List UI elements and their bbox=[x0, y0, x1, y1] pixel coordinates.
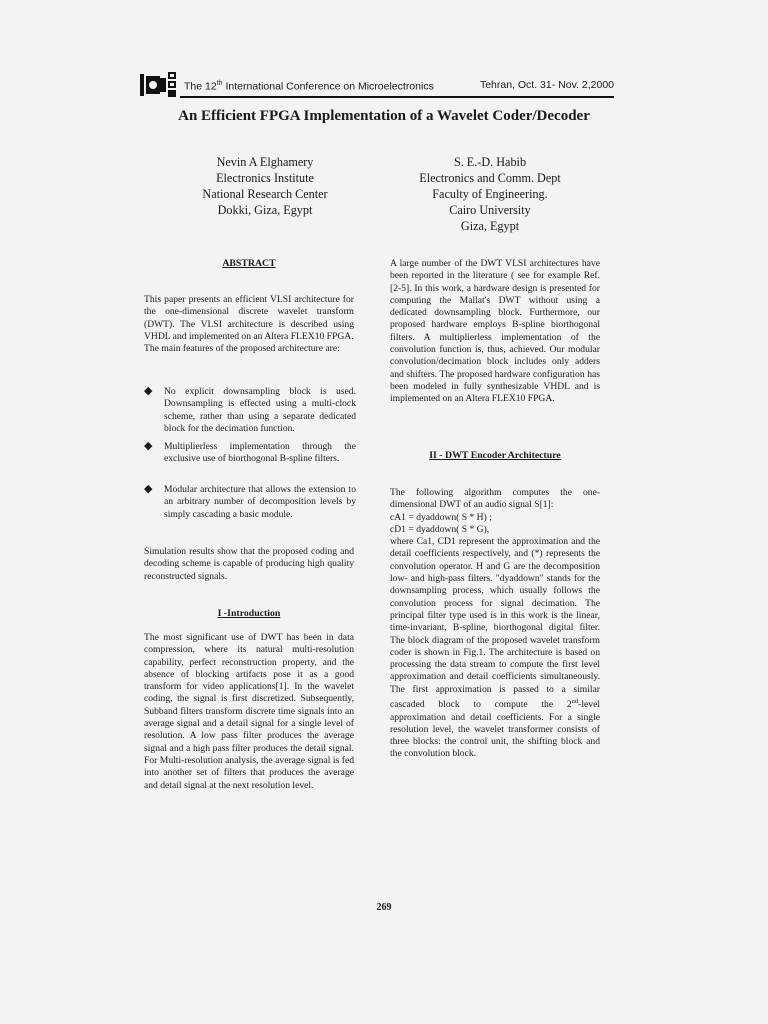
diamond-bullet-icon: ◆ bbox=[144, 385, 153, 397]
author-affiliation: Cairo University bbox=[449, 203, 531, 217]
author-affiliation: Faculty of Engineering. bbox=[432, 187, 548, 201]
section2-text bbox=[390, 487, 600, 761]
author-affiliation: Electronics and Comm. Dept bbox=[419, 171, 561, 185]
author-affiliation: National Research Center bbox=[202, 187, 328, 201]
author-block-2 bbox=[390, 154, 590, 234]
conference-location-date: Tehran, Oct. 31- Nov. 2,2000 bbox=[479, 79, 614, 91]
abstract-closing: Simulation results show that the proposed coding and decoding scheme is capable of producing high quality reconstructed signals. bbox=[144, 546, 354, 582]
equation-cd1: cD1 = dyaddown( S * G), bbox=[390, 523, 490, 535]
diamond-bullet-icon: ◆ bbox=[144, 440, 153, 452]
author-affiliation: Electronics Institute bbox=[216, 171, 314, 185]
right-intro-text: A large number of the DWT VLSI architectures have been reported in the literature ( see for example Ref. [2-5]. In this work, a hardware design is presented for computing the Mallat's DWT without using a dedicated downsampling block. Furthermore, our proposed hardware employs B-spline biorthogonal filters. A multiplierless implementation of the convolution function is, thus, achieved. Our modular convolution/decimation block includes only adders and shifters. The proposed hardware configuration has been modeled in fully synthesizable VHDL and is implemented on an Altera FLEX10 FPGA. bbox=[390, 258, 600, 405]
diamond-bullet-icon: ◆ bbox=[144, 483, 153, 495]
abstract-bullet: ◆ No explicit downsampling block is used. Downsampling is effected using a multi-clock scheme, rather than using a separate dedicated block for the decimation function. bbox=[144, 385, 356, 434]
abstract-features-lead: The main features of the proposed architecture are: bbox=[144, 343, 340, 355]
abstract-heading: ABSTRACT bbox=[222, 258, 276, 269]
header-rule bbox=[180, 96, 614, 98]
section2-heading: II - DWT Encoder Architecture bbox=[429, 450, 561, 461]
author-name: S. E.-D. Habib bbox=[453, 155, 527, 169]
introduction-heading: I -Introduction bbox=[217, 608, 281, 619]
author-block-1 bbox=[160, 154, 370, 218]
section2-lead: The following algorithm computes the one-dimensional DWT of an audio signal S[1]: bbox=[390, 487, 600, 511]
section2-body: where Ca1, CD1 represent the approximation and the detail coefficients respectively, and (*) represents the convolution operator. H and G are the decomposition low- and high-pass filters. "dyaddown" stands for the downsampling process, which usually follows the convolution process for signal decimation. The principal filter type used is in this work is the linear, time-invariant, B-spline, biorthogonal digital filter. The block diagram of the proposed wavelet transform coder is shown in Fig.1. The architecture is based on processing the data stream to compute the first level approximation and detail coefficients simultaneously. The first approximation is passed to a similar cascaded block to compute the 2nd-level approximation and detail coefficients. For a single resolution level, the wavelet transformer consists of three blocks: the control unit, the shifting block and the convolution block. bbox=[390, 536, 600, 760]
author-address: Giza, Egypt bbox=[460, 219, 520, 233]
paper-title: An Efficient FPGA Implementation of a Wavelet Coder/Decoder bbox=[178, 108, 590, 124]
abstract-bullet: ◆ Multiplierless implementation through the exclusive use of biorthogonal B-spline filters. bbox=[144, 440, 356, 465]
conference-header bbox=[140, 70, 614, 100]
abstract-intro: This paper presents an efficient VLSI architecture for the one-dimensional discrete wavelet transform (DWT). The VLSI architecture is described using VHDL and implemented on an Altera FLEX10 FPGA. The main features of the proposed architecture are: bbox=[144, 294, 354, 355]
conference-name: The 12th International Conference on Microelectronics bbox=[184, 80, 434, 93]
equation-ca1: cA1 = dyaddown( S * H) ; bbox=[390, 511, 492, 523]
author-name: Nevin A Elghamery bbox=[216, 155, 314, 169]
page-number: 269 bbox=[376, 902, 392, 913]
author-address: Dokki, Giza, Egypt bbox=[217, 203, 313, 217]
conference-logo-icon bbox=[140, 70, 178, 98]
abstract-bullet: ◆ Modular architecture that allows the extension to an arbitrary number of decomposition levels by simply cascading a basic module. bbox=[144, 483, 356, 520]
introduction-text: The most significant use of DWT has been in data compression, where its natural multi-resolution capability, perfect reconstruction property, and the absence of blocking artifacts pose it as a good transform for video applications[1]. In the wavelet coding, the signal is first discretized. Subsequently, Subband filters transform discrete time signals into an average signal and a detail signal for a single level of resolution. A low pass filter produces the average signal and a high pass filter produces the detail signal. For Multi-resolution analysis, the average signal is fed into another set of filters that produces the average and detail signal at the next resolution level. bbox=[144, 632, 354, 791]
